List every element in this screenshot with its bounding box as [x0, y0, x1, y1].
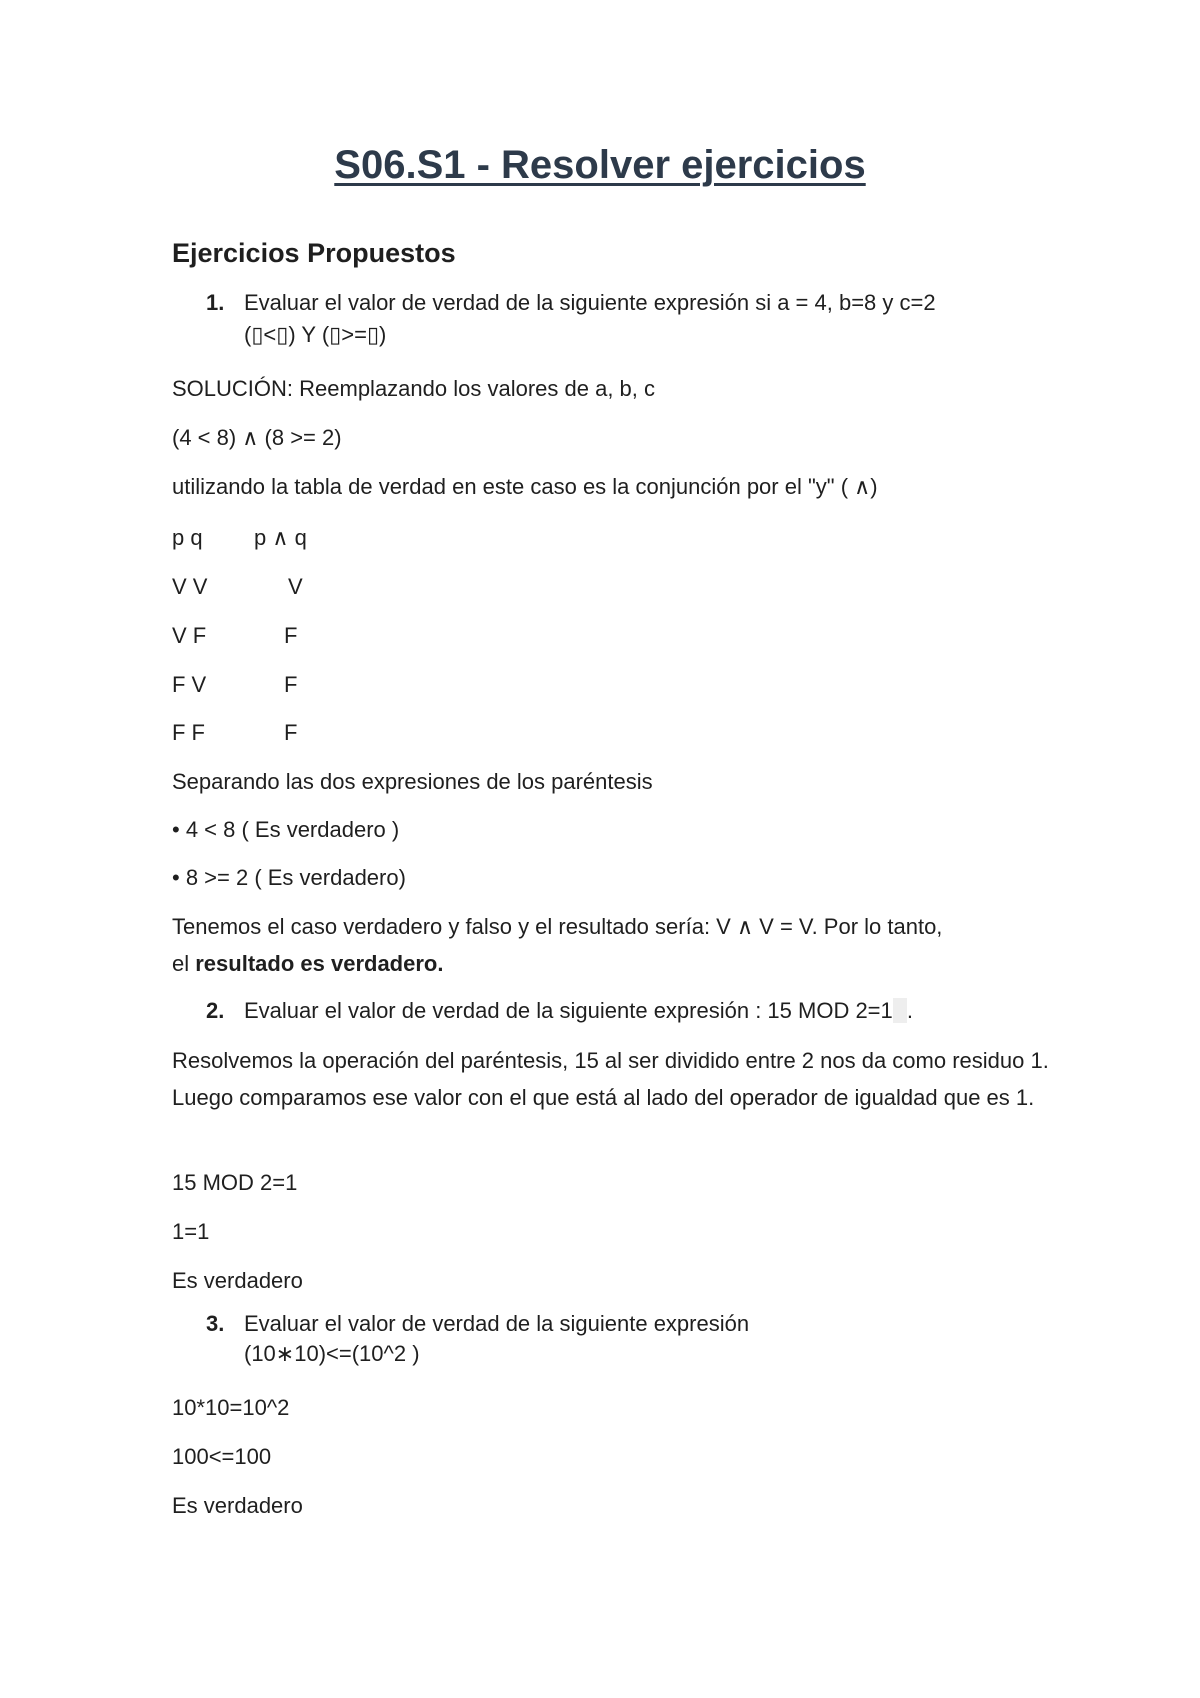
exercise-2-line	[244, 995, 913, 1027]
exercise-2-step-1: 15 MOD 2=1	[172, 1170, 298, 1195]
truth-table-row-3-result: F	[284, 672, 298, 697]
exercise-3-expression: (10∗10)<=(10^2 )	[244, 1341, 420, 1366]
truth-table-row-1-inputs: V V	[172, 574, 208, 599]
page-title: S06.S1 - Resolver ejercicios	[334, 143, 866, 187]
exercise-1-statement: Evaluar el valor de verdad de la siguiente expresión si a = 4, b=8 y c=2	[244, 290, 936, 315]
solution-line: SOLUCIÓN: Reemplazando los valores de a, b, c	[172, 376, 656, 401]
exercise-3-result: Es verdadero	[172, 1493, 303, 1518]
truth-table-header-pq: p q	[172, 525, 203, 550]
exercise-1-number: 1.	[206, 290, 225, 315]
substituted-expression: (4 < 8) ∧ (8 >= 2)	[172, 425, 342, 450]
exercise-3-step-2: 100<=100	[172, 1444, 272, 1469]
section-heading: Ejercicios Propuestos	[172, 238, 456, 268]
truth-table-row-2-inputs: V F	[172, 623, 207, 648]
exercise-3-statement: Evaluar el valor de verdad de la siguiente expresión	[244, 1311, 750, 1336]
exercise-2-result: Es verdadero	[172, 1268, 303, 1293]
exercise-1-expression: (▯<▯) Y (▯>=▯)	[244, 322, 387, 347]
truth-table-row-2-result: F	[284, 623, 298, 648]
exercise-3-step-1: 10*10=10^2	[172, 1395, 290, 1420]
exercise-2-statement: Evaluar el valor de verdad de la siguiente expresión : 15 MOD 2=1	[244, 998, 893, 1023]
conclusion-line-2	[172, 945, 443, 982]
truth-table-header-p-and-q: p ∧ q	[254, 525, 307, 550]
conclusion-line-1: Tenemos el caso verdadero y falso y el resultado sería: V ∧ V = V. Por lo tanto,	[172, 914, 943, 939]
exercise-2-tail: .	[906, 998, 914, 1023]
conclusion-prefix: el	[172, 951, 196, 976]
table-intro: utilizando la tabla de verdad en este caso es la conjunción por el "y" ( ∧)	[172, 474, 878, 499]
exercise-2-highlight	[893, 998, 907, 1023]
exercise-2-step-2: 1=1	[172, 1219, 210, 1244]
exercise-3-number: 3.	[206, 1311, 225, 1336]
exercise-2-explanation: Resolvemos la operación del paréntesis, 15 al ser dividido entre 2 nos da como residuo 1. Luego comparamos ese valor con el que está al lado del operador de igualdad que es 1.	[172, 1048, 1049, 1110]
conclusion-bold-result: resultado es verdadero.	[195, 951, 444, 976]
bullet-item-2: • 8 >= 2 ( Es verdadero)	[172, 865, 406, 890]
truth-table-row-4-inputs: F F	[172, 720, 205, 745]
truth-table-row-4-result: F	[284, 720, 298, 745]
bullet-item-1: • 4 < 8 ( Es verdadero )	[172, 817, 400, 842]
truth-table-row-1-result: V	[288, 574, 303, 599]
exercise-2-number: 2.	[206, 998, 225, 1023]
separating-text: Separando las dos expresiones de los paréntesis	[172, 769, 653, 794]
truth-table-row-3-inputs: F V	[172, 672, 207, 697]
